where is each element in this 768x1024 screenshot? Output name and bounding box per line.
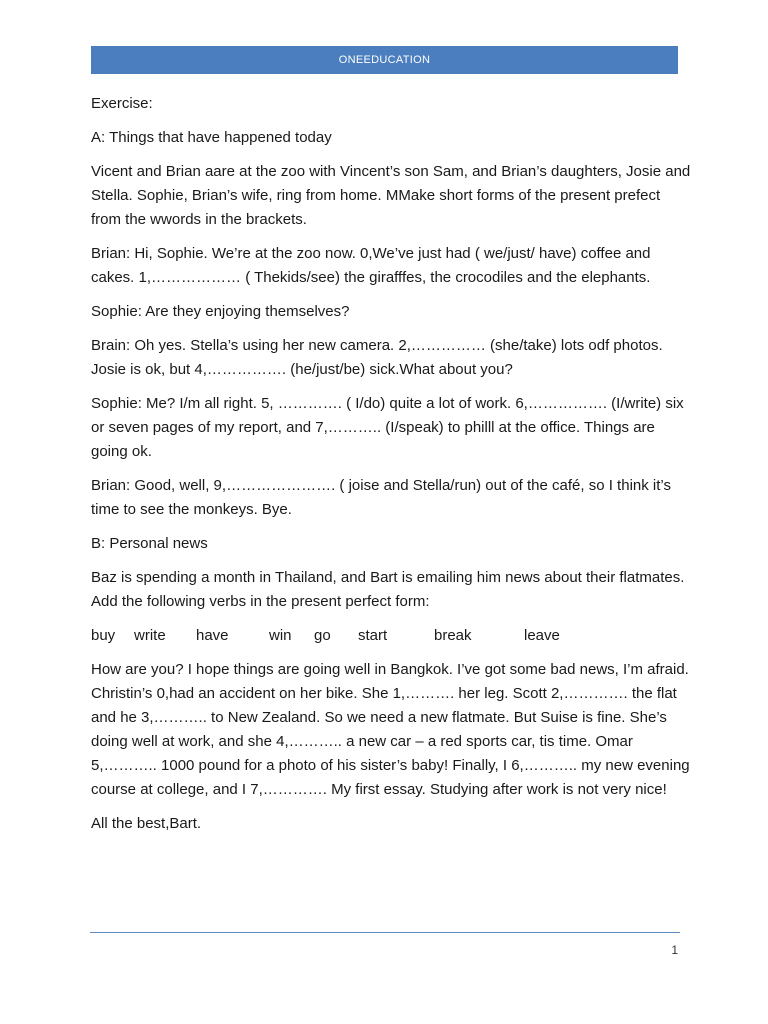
verb-item: break	[434, 627, 472, 644]
dialogue-line: Brian: Hi, Sophie. We’re at the zoo now. 0,We’ve just had ( we/just/ have) coffee and cakes. 1,……………… ( Thekids/see) the girafffes, the crocodiles and the elephants.	[91, 245, 651, 286]
section-b-title: B: Personal news	[91, 535, 208, 552]
section-a-title: A: Things that have happened today	[91, 129, 332, 146]
dialogue-line: Brain: Oh yes. Stella’s using her new camera. 2,…………… (she/take) lots odf photos. Josie is ok, but 4,……………. (he/just/be) sick.What about you?	[91, 337, 663, 378]
document-body	[91, 92, 691, 846]
section-a-intro: Vicent and Brian aare at the zoo with Vincent’s son Sam, and Brian’s daughters, Josie and Stella. Sophie, Brian’s wife, ring from home. MMake short forms of the present prefect from the wwords in the brackets.	[91, 163, 691, 228]
verb-list	[91, 624, 691, 648]
header-title: ONEEDUCATION	[338, 54, 431, 66]
exercise-label: Exercise:	[91, 95, 153, 112]
footer-divider	[90, 932, 680, 933]
verb-item: leave	[524, 627, 560, 644]
verb-item: win	[269, 627, 292, 644]
verb-item: have	[196, 627, 229, 644]
verb-item: start	[358, 627, 388, 644]
dialogue-line: Sophie: Me? I/m all right. 5, …………. ( I/do) quite a lot of work. 6,……………. (I/write) six or seven pages of my report, and 7,……….. (I/speak) to philll at the office. Things are going ok.	[91, 395, 684, 460]
section-b-intro: Baz is spending a month in Thailand, and Bart is emailing him news about their flatmates. Add the following verbs in the present perfect form:	[91, 569, 685, 610]
dialogue-line: Sophie: Are they enjoying themselves?	[91, 303, 350, 320]
verb-item: write	[134, 627, 166, 644]
verb-item: go	[314, 627, 331, 644]
page-number: 1	[671, 943, 678, 957]
letter-body: How are you? I hope things are going well in Bangkok. I’ve got some bad news, I’m afraid. Christin’s 0,had an accident on her bike. She 1,………. her leg. Scott 2,…………. the flat and he 3,……….. to New Zealand. So we need a new flatmate. But Suise is fine. She’s doing well at work, and she 4,……….. a new car – a red sports car, tis time. Omar 5,……….. 1000 pound for a photo of his sister’s baby! Finally, I 6,……….. my new evening course at college, and I 7,…………. My first essay. Studying after work is not very nice!	[91, 661, 690, 798]
letter-signoff: All the best,Bart.	[91, 815, 202, 832]
verb-item: buy	[91, 627, 116, 644]
dialogue-line: Brian: Good, well, 9,…………………. ( joise and Stella/run) out of the café, so I think it’s time to see the monkeys. Bye.	[91, 477, 671, 518]
document-header-bar	[91, 46, 678, 74]
